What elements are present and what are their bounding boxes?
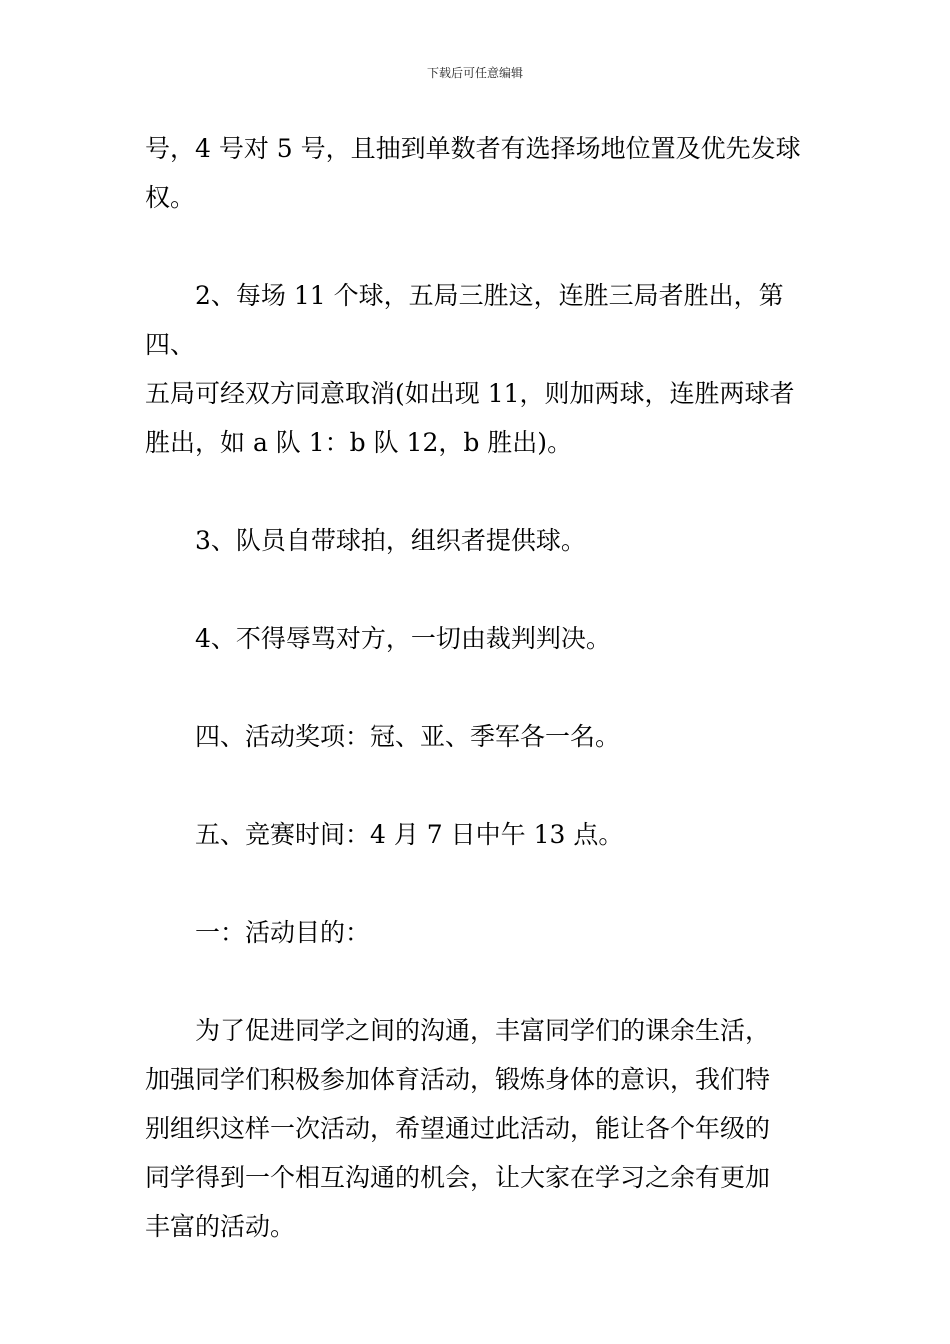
paragraph-rules-continuation <box>145 124 815 222</box>
text-line: 五、竞赛时间：4 月 7 日中午 13 点。 <box>195 820 624 849</box>
text-line: 权。 <box>145 183 196 212</box>
text-line: 号，4 号对 5 号，且抽到单数者有选择场地位置及优先发球 <box>145 134 801 163</box>
text-line: 2、每场 11 个球，五局三胜这，连胜三局者胜出，第四、 <box>145 281 784 359</box>
text-line: 胜出，如 a 队 1：b 队 12，b 胜出)。 <box>145 428 573 457</box>
text-line: 一：活动目的： <box>195 918 371 947</box>
document-body <box>145 124 815 1300</box>
text-line: 丰富的活动。 <box>145 1212 296 1241</box>
text-line: 加强同学们积极参加体育活动，锻炼身体的意识，我们特 <box>145 1065 771 1094</box>
text-line: 别组织这样一次活动，希望通过此活动，能让各个年级的 <box>145 1114 771 1143</box>
paragraph-rule-2 <box>145 271 815 467</box>
text-line: 4、不得辱骂对方，一切由裁判判决。 <box>195 624 611 653</box>
text-line: 3、队员自带球拍，组织者提供球。 <box>195 526 586 555</box>
paragraph-purpose-heading <box>145 908 815 957</box>
paragraph-awards <box>145 712 815 761</box>
text-line: 五局可经双方同意取消(如出现 11，则加两球，连胜两球者 <box>145 379 795 408</box>
page-header: 下载后可任意编辑 <box>426 66 523 80</box>
paragraph-rule-3 <box>145 516 815 565</box>
paragraph-time <box>145 810 815 859</box>
text-line: 为了促进同学之间的沟通，丰富同学们的课余生活， <box>195 1016 771 1045</box>
text-line: 同学得到一个相互沟通的机会，让大家在学习之余有更加 <box>145 1163 771 1192</box>
text-line: 四、活动奖项：冠、亚、季军各一名。 <box>195 722 621 751</box>
paragraph-purpose <box>145 1006 815 1251</box>
paragraph-rule-4 <box>145 614 815 663</box>
